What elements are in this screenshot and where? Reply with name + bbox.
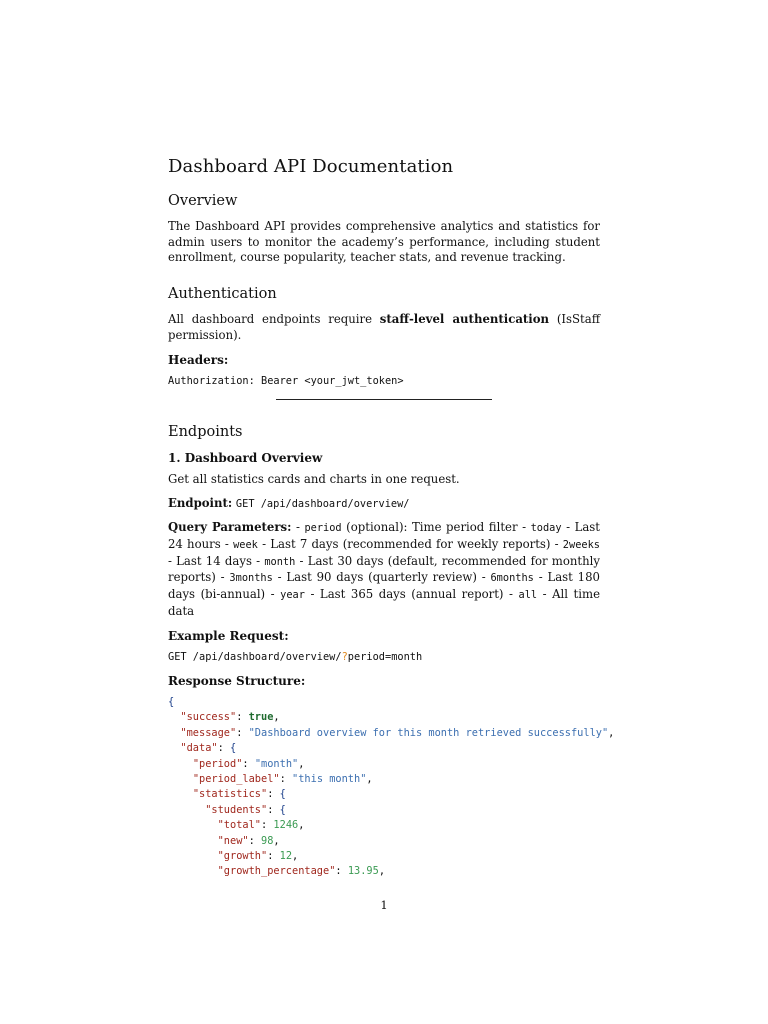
overview-text: The Dashboard API provides comprehensive analytics and statistics for admin users to monitor the academy’s performance, including student enrollment, course popularity, teacher stats, and revenue tracking. [168,219,600,265]
code-token: "students" [205,803,268,816]
code-token [168,804,205,816]
code-line [168,710,600,725]
query-param-text: - Last 30 days (default, recommended for monthly reports) - [168,553,600,585]
query-param-code: month [264,555,296,568]
code-token: : [242,757,255,770]
code-line [168,772,600,787]
query-param-text: (optional): Time period filter - [341,520,531,535]
code-token [168,758,193,770]
code-token: "month" [254,757,299,770]
code-token [168,865,218,877]
response-label: Response Structure: [168,673,306,688]
code-token: , [273,711,280,724]
code-token: "new" [217,834,249,847]
code-token [168,773,193,785]
auth-text-before: All dashboard endpoints require [168,312,380,327]
code-token: , [608,726,615,739]
code-token [168,819,218,831]
code-token: "message" [180,726,237,739]
query-parts [168,520,600,618]
code-token: "this month" [292,772,367,785]
page-title: Dashboard API Documentation [168,156,454,177]
code-token: 98 [261,834,274,847]
query-param-code: 6months [490,572,534,585]
code-line [168,818,600,833]
query-param-code: all [518,589,538,602]
query-param-code: year [280,589,305,602]
code-token: "statistics" [192,788,268,801]
code-token: : [248,834,262,847]
code-token: , [366,772,373,785]
document-body [168,155,615,880]
code-token: "period" [192,757,243,770]
example-code-query-mark: ? [341,650,348,663]
headers-code: Authorization: Bearer <your_jwt_token> [168,374,404,387]
code-token: : [267,803,280,816]
code-token: : [267,850,280,863]
query-param-text: - All time data [168,587,600,618]
example-code [168,650,600,665]
auth-text-after: (IsStaff permission). [168,312,600,342]
code-line [168,803,600,818]
code-line [168,695,600,710]
code-token: true [248,711,274,724]
query-param-text: - Last 90 days (quarterly review) - [272,570,491,585]
code-token: "growth" [217,850,268,863]
query-param-code: 2weeks [562,539,600,552]
code-token [168,727,180,739]
code-token: : [279,772,293,785]
example-label: Example Request: [168,628,289,643]
authentication-heading: Authentication [168,286,277,303]
code-token: : [236,726,249,739]
endpoint-code: GET /api/dashboard/overview/ [235,497,410,510]
code-token: { [168,695,175,708]
code-token: "total" [217,819,262,832]
code-token: { [279,803,286,816]
code-token [168,835,218,847]
code-token: 13.95 [347,865,379,878]
query-param-text: - Last 365 days (annual report) - [304,587,519,602]
query-param-code: week [233,539,258,552]
code-token: "Dashboard overview for this month retrieved successfully" [248,726,609,739]
code-line [168,787,600,802]
code-line [168,834,600,849]
code-line [168,757,600,772]
code-token [168,711,180,723]
code-token: : [217,742,231,755]
query-parameters [168,520,600,619]
code-token: : [335,865,348,878]
query-label: Query Parameters: [168,520,292,535]
code-token: "success" [180,711,237,724]
code-token [168,850,218,862]
code-token [168,788,193,800]
authentication-text [168,312,600,343]
page-number: 1 [380,898,388,912]
endpoints-heading: Endpoints [168,423,243,440]
code-token: , [298,819,305,832]
query-param-text: - Last 180 days (bi-annual) - [168,570,600,602]
code-token [168,742,180,754]
code-token: : [236,711,249,724]
code-token: : [261,819,274,832]
auth-text-bold: staff-level authentication [379,312,550,327]
endpoint-line [168,496,600,513]
query-param-text: - Last 24 hours - [168,520,600,552]
overview-heading: Overview [168,193,238,209]
code-token: , [292,850,299,863]
example-code-rest: period=month [347,650,423,663]
code-line [168,726,615,741]
query-param-text: - Last 7 days (recommended for weekly reports) - [257,537,563,552]
code-token: , [378,865,386,878]
endpoint-label: Endpoint: [168,495,233,510]
code-token: "period_label" [192,772,280,785]
code-line [168,741,600,756]
code-token: : [267,788,280,801]
code-line [168,864,600,879]
query-param-text: - Last 14 days - [168,553,265,568]
endpoint-item-heading: 1. Dashboard Overview [168,450,323,465]
code-token: 12 [279,850,293,863]
query-param-code: period [304,522,342,535]
query-param-text: - [291,520,305,535]
code-token: "data" [180,742,218,755]
example-code-path: GET /api/dashboard/overview/ [168,650,342,663]
response-json-code [168,695,615,880]
code-token: , [298,757,305,770]
code-line [168,849,600,864]
code-token: "growth_percentage" [217,865,336,878]
endpoint-description: Get all statistics cards and charts in one request. [168,471,460,486]
code-token: , [273,834,280,847]
code-token: { [230,742,237,755]
code-token: { [279,788,286,801]
query-param-code: today [530,522,562,535]
code-token: 1246 [273,819,299,832]
query-param-code: 3months [229,572,273,585]
headers-label: Headers: [168,352,229,367]
